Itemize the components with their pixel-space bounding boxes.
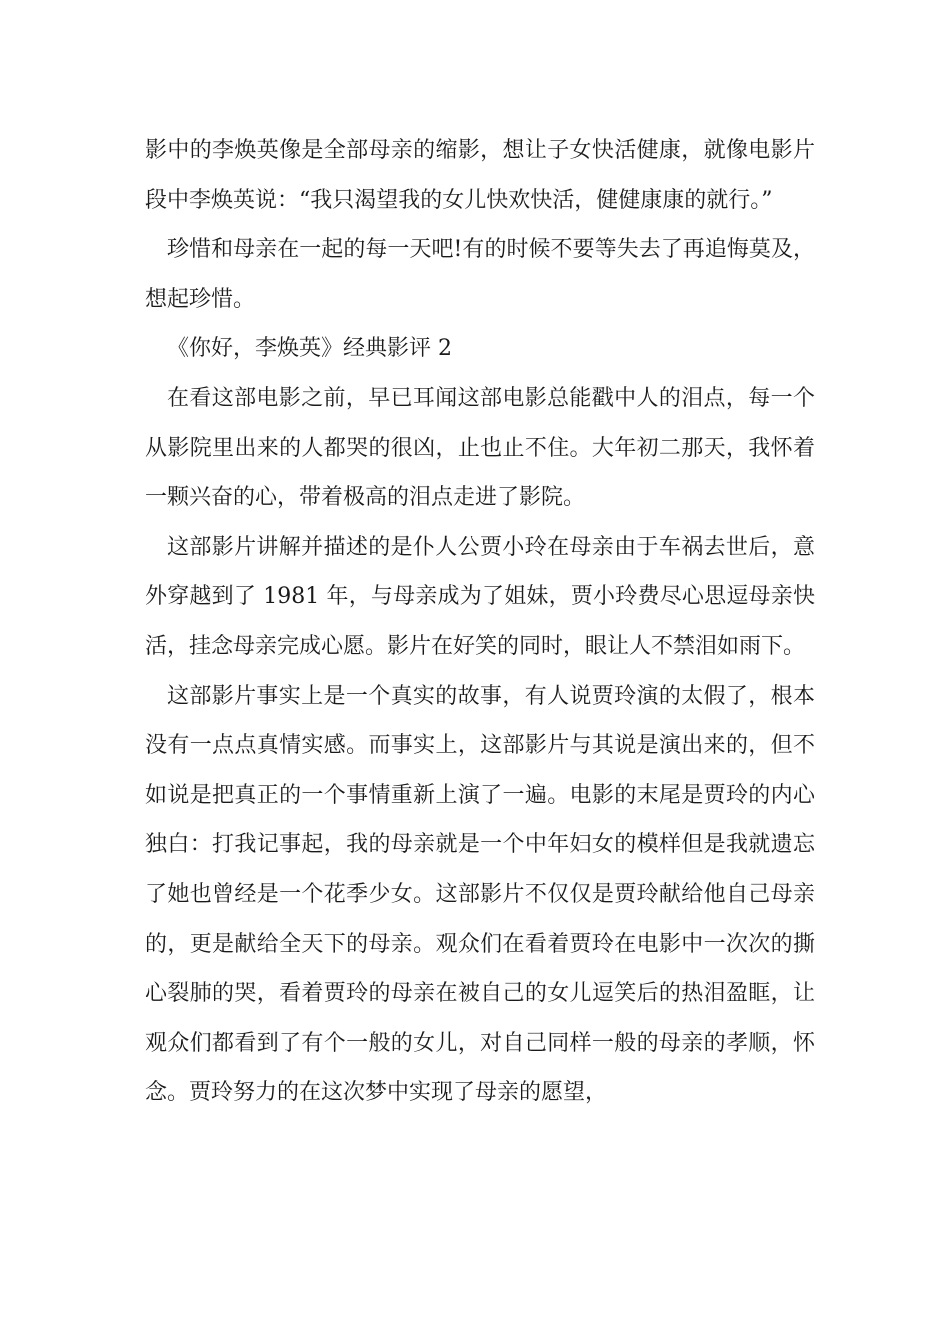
paragraph-5: 这部影片事实上是一个真实的故事，有人说贾玲演的太假了，根本没有一点点真情实感。而事实上，这部影片与其说是演出来的，但不如说是把真正的一个事情重新上演了一遍。电影的末尾是贾玲的内心独白：打我记事起，我的母亲就是一个中年妇女的模样但是我就遗忘了她也曾经是一个花季少女。这部影片不仅仅是贾玲献给他自己母亲的，更是献给全天下的母亲。观众们在看着贾玲在电影中一次次的撕心裂肺的哭，看着贾玲的母亲在被自己的女儿逗笑后的热泪盈眶，让观众们都看到了有个一般的女儿，对自己同样一般的母亲的孝顺，怀念。贾玲努力的在这次梦中实现了母亲的愿望， [145, 683, 815, 1106]
paragraph-2: 珍惜和母亲在一起的每一天吧!有的时候不要等失去了再追悔莫及，想起珍惜。 [145, 237, 815, 312]
document-body [145, 126, 815, 1118]
paragraph-3: 在看这部电影之前，早已耳闻这部电影总能戳中人的泪点，每一个从影院里出来的人都哭的很凶，止也止不住。大年初二那天，我怀着一颗兴奋的心，带着极高的泪点走进了影院。 [145, 385, 815, 511]
paragraph-1: 影中的李焕英像是全部母亲的缩影，想让子女快活健康，就像电影片段中李焕英说：“我只渴望我的女儿快欢快活，健健康康的就行。” [145, 138, 815, 213]
section-heading: 《你好，李焕英》经典影评 2 [167, 336, 452, 362]
paragraph-4: 这部影片讲解并描述的是仆人公贾小玲在母亲由于车祸去世后，意外穿越到了 1981 年，与母亲成为了姐妹，贾小玲费尽心思逗母亲快活，挂念母亲完成心愿。影片在好笑的同时，眼让人不禁泪如雨下。 [145, 534, 815, 659]
